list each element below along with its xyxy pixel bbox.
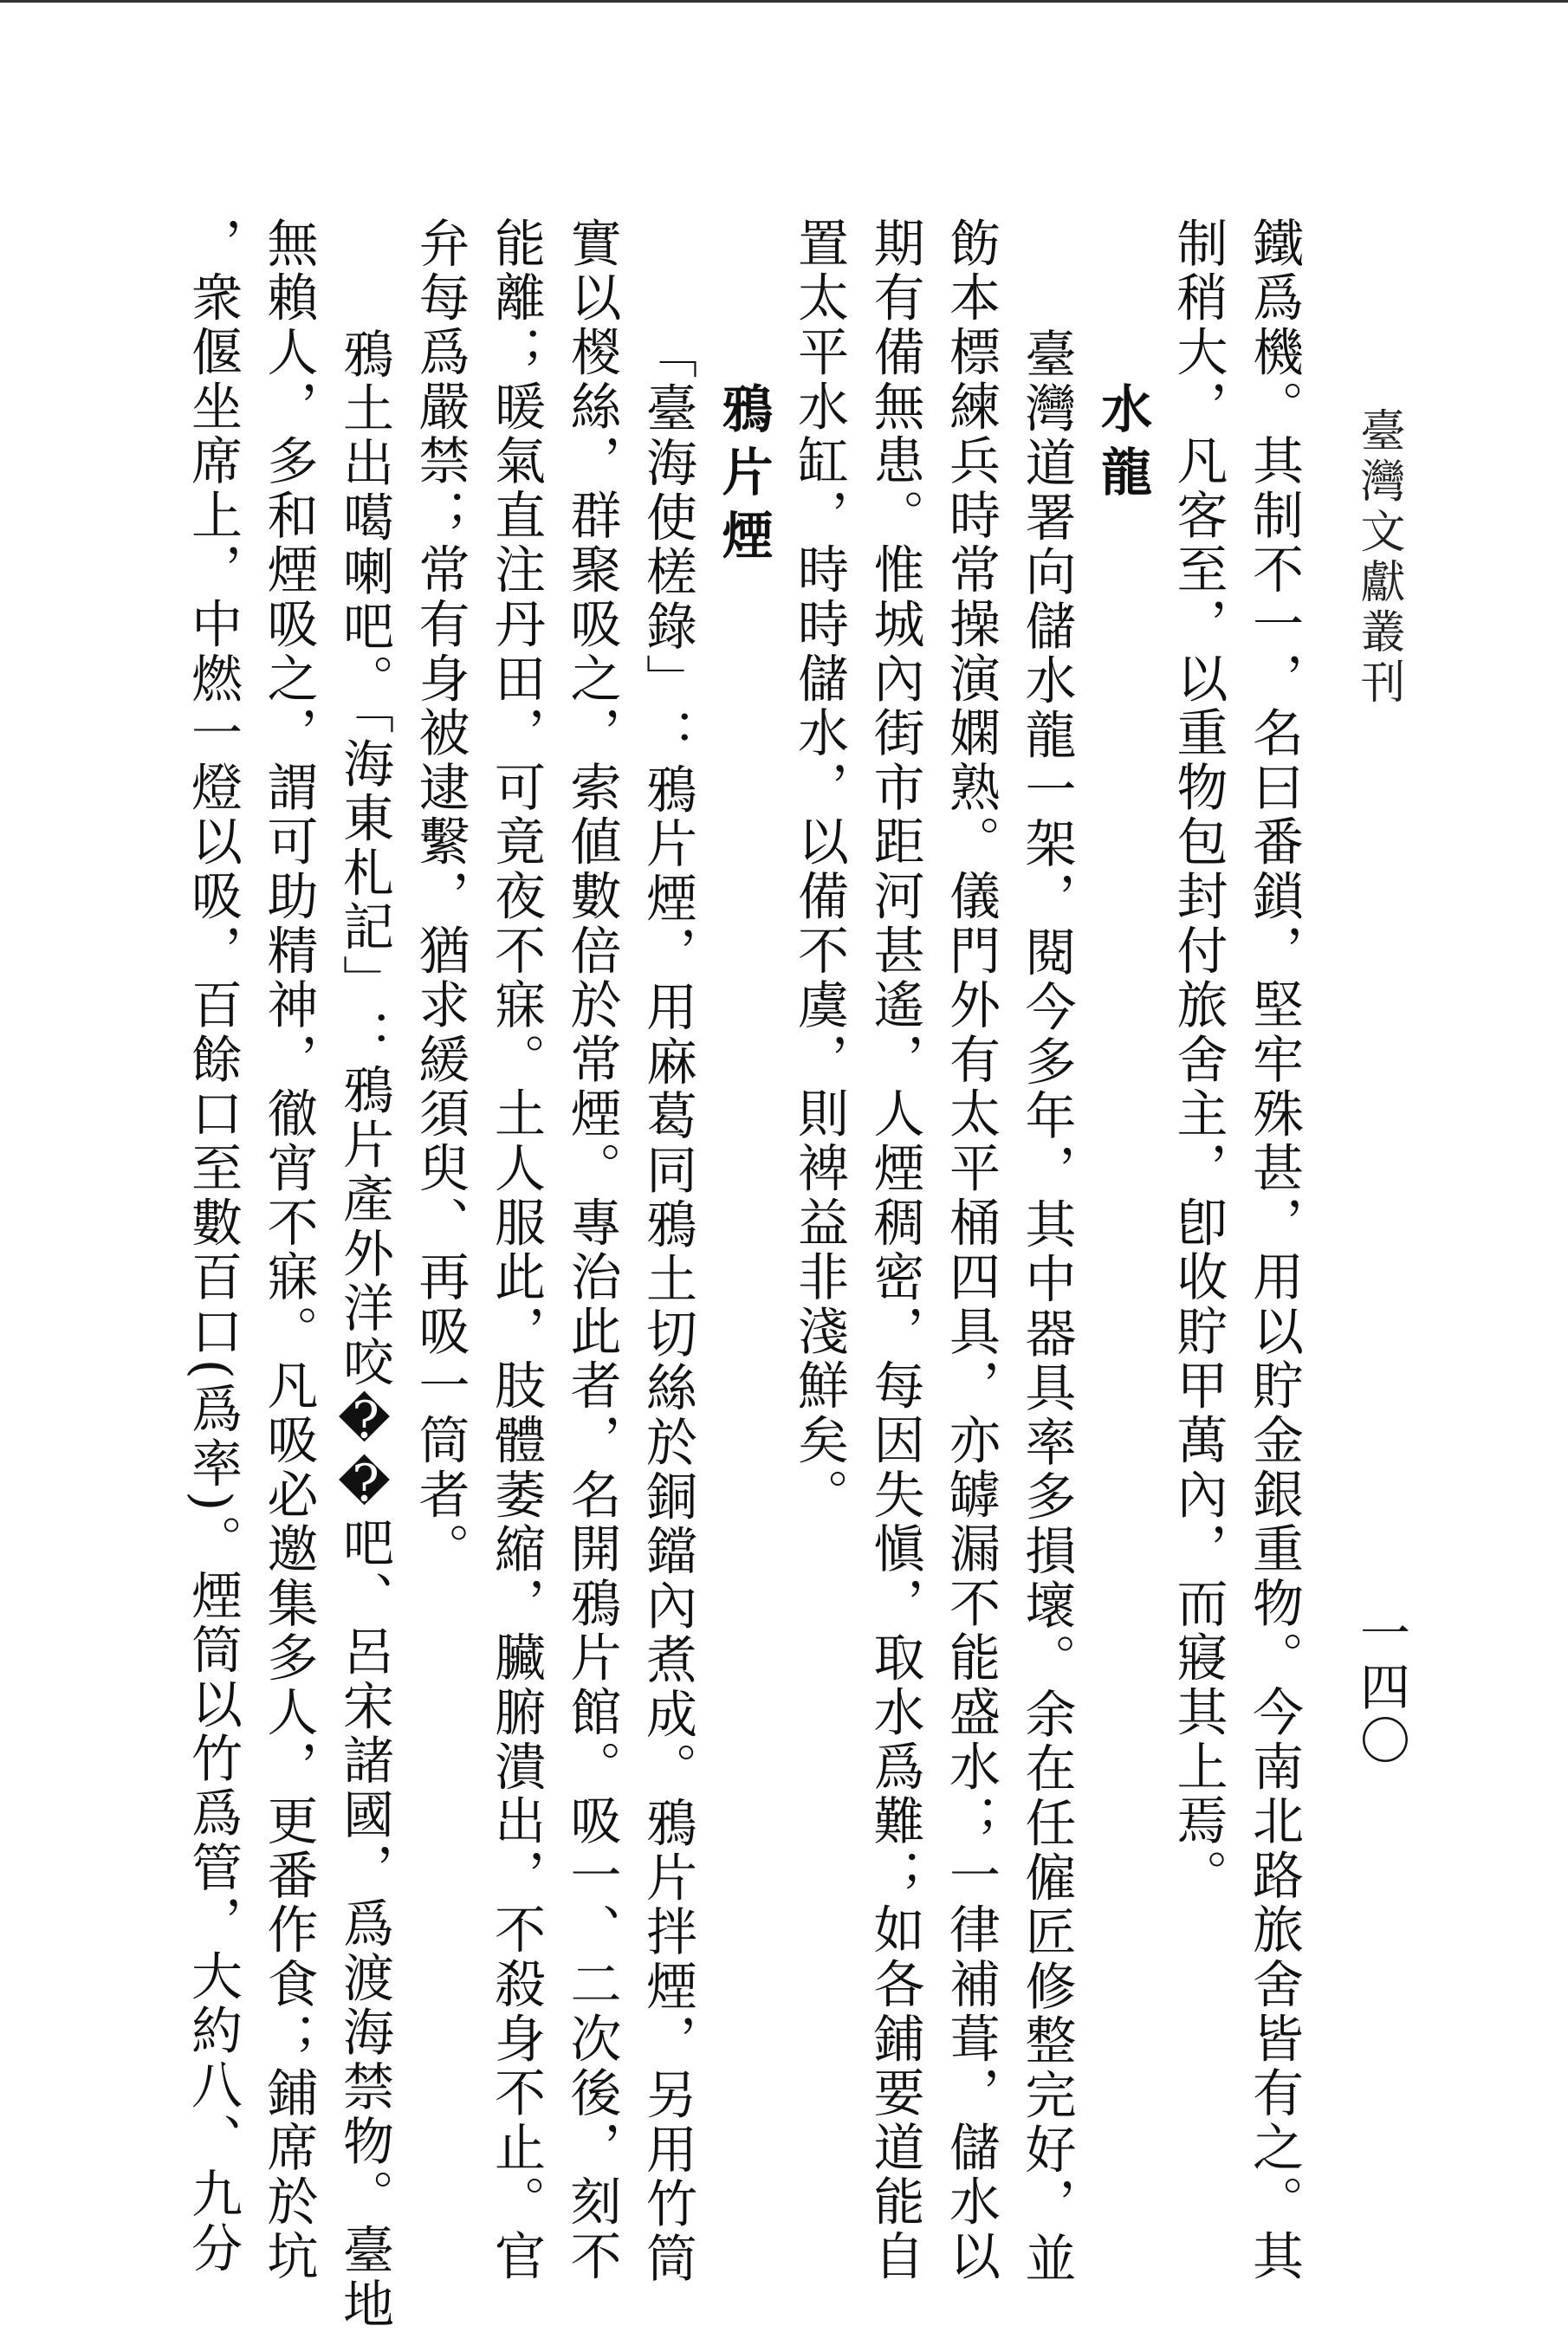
- text-column: 置太平水缸，時時儲水，以備不虞，則裨益非淺鮮矣。: [789, 217, 849, 1523]
- text-column: 鐵爲機。其制不一，名曰番鎖，堅牢殊甚，用以貯金銀重物。今南北路旅舍皆有之。其: [1244, 217, 1304, 2284]
- text-column: 無賴人，多和煙吸之，謂可助精神，徹宵不寐。凡吸必邀集多人，更番作食；鋪席於坑: [258, 217, 319, 2284]
- text-column: 實以椶絲，群聚吸之，索値數倍於常煙。專治此者，名開鴉片館。吸一、二次後，刻不: [561, 217, 622, 2284]
- text-column: 弁每爲嚴禁；常有身被逮繫，猶求緩須臾、再吸一筒者。: [410, 217, 470, 1577]
- text-column: ，衆偃坐席上，中燃一燈以吸，百餘口至數百口(爲率)。煙筒以竹爲管，大約八、九分: [183, 217, 243, 2277]
- text-column: 期有備無患。惟城內街市距河甚遙，人煙稠密，每因失愼，取水爲難；如各鋪要道能自: [865, 217, 925, 2284]
- section-heading: 鴉片煙: [713, 382, 774, 573]
- text-column: 能離；暖氣直注丹田，可竟夜不寐。土人服此，肢體萎縮，臟腑潰出，不殺身不止。官: [486, 217, 546, 2284]
- text-column: 「臺海使槎錄」：鴉片煙，用麻葛同鴉土切絲於銅鐺內煮成。鴉片拌煙，另用竹筒: [638, 327, 697, 2286]
- text-column: 制稍大，凡客至，以重物包封付旅舍主，卽收貯甲萬內，而寢其上焉。: [1168, 217, 1228, 1903]
- section-heading: 水龍: [1092, 382, 1152, 509]
- page-number: 一四〇: [1351, 1607, 1410, 1768]
- running-title: 臺灣文獻叢刊: [1352, 407, 1404, 709]
- text-column: 鴉土出噶喇吧。「海東札記」：鴉片產外洋咬��吧、呂宋諸國，爲渡海禁物。臺地: [334, 327, 394, 2332]
- text-column: 飭本標練兵時常操演嫻熟。儀門外有太平桶四具，亦罅漏不能盛水；一律補葺，儲水以: [941, 217, 1001, 2284]
- text-column: 臺灣道署向儲水龍一架，閱今多年，其中器具率多損壞。余在任僱匠修整完好，並: [1016, 327, 1077, 2286]
